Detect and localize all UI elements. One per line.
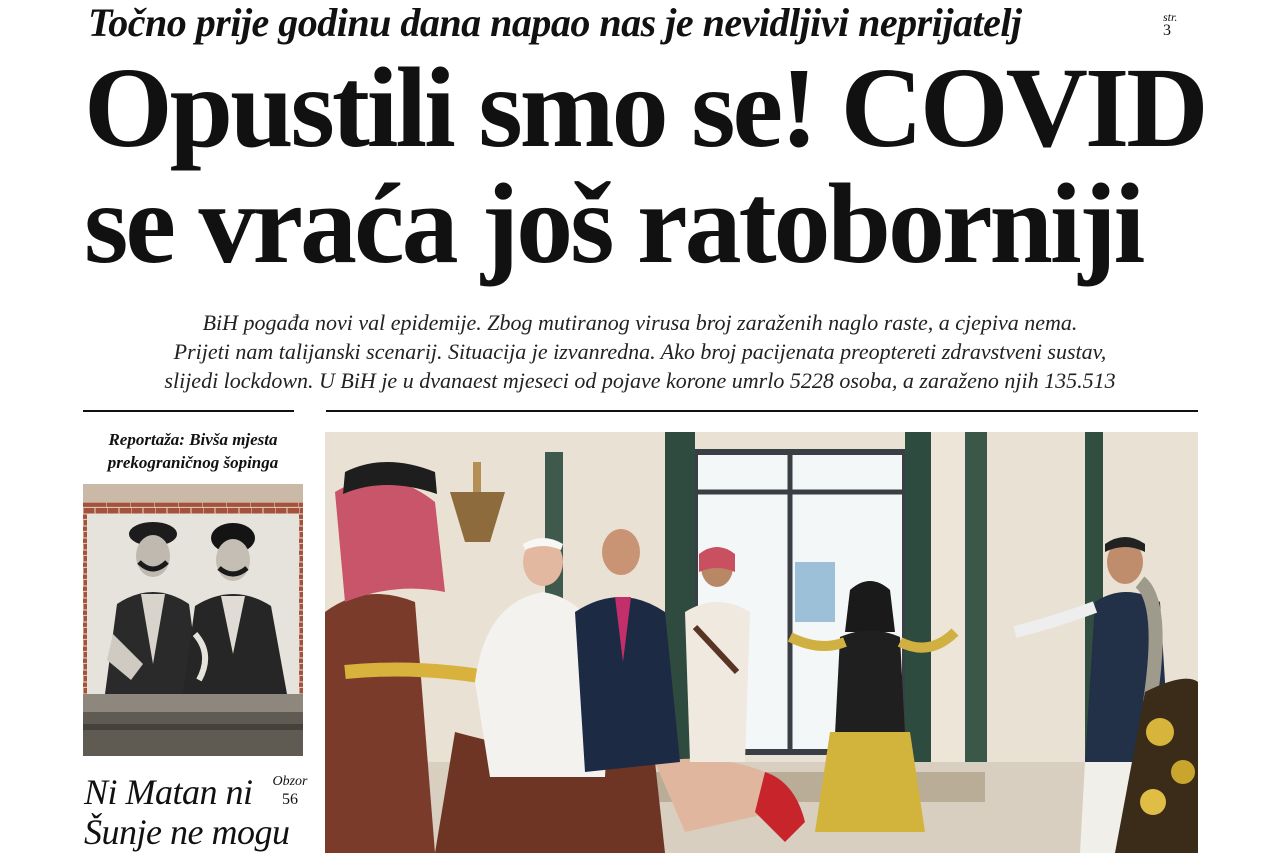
front-page-kicker: Točno prije godinu dana napao nas je nevidljivi neprijatelj xyxy=(88,0,1022,45)
main-headline xyxy=(84,44,1234,287)
main-column-divider xyxy=(326,410,1198,412)
main-photo-pope-visit xyxy=(325,432,1198,853)
page-ref-number: 3 xyxy=(1163,22,1171,39)
side-story-page-reference xyxy=(270,773,310,809)
kicker-page-reference xyxy=(1163,10,1199,38)
side-page-number: 56 xyxy=(282,791,298,808)
side-title-line-1: Ni Matan ni xyxy=(84,772,253,812)
headline-deck xyxy=(80,308,1200,395)
side-section-label: Obzor xyxy=(272,774,308,789)
side-kicker-line-1: Reportaža: Bivša mjesta xyxy=(108,430,278,449)
headline-line-1: Opustili smo se! COVID xyxy=(84,44,1206,171)
side-title-line-2: Šunje ne mogu xyxy=(84,812,290,852)
deck-line-3: slijedi lockdown. U BiH je u dvanaest mjeseci od pojave korone umrlo 5228 osoba, a zaraženo njih 135.513 xyxy=(164,368,1116,393)
deck-line-1: BiH pogađa novi val epidemije. Zbog mutiranog virusa broj zaraženih naglo raste, a cjepiva nema. xyxy=(202,310,1078,335)
deck-line-2: Prijeti nam talijanski scenarij. Situacija je izvanredna. Ako broj pacijenata preoptereti zdravstveni sustav, xyxy=(173,339,1107,364)
headline-line-2: se vraća još ratoborniji xyxy=(84,160,1143,287)
side-story-photo-mural xyxy=(83,484,303,756)
side-story-kicker xyxy=(83,428,303,474)
side-kicker-line-2: prekograničnog šopinga xyxy=(107,453,279,472)
left-column-divider xyxy=(83,410,294,412)
page-ref-label: str. xyxy=(1163,10,1178,24)
